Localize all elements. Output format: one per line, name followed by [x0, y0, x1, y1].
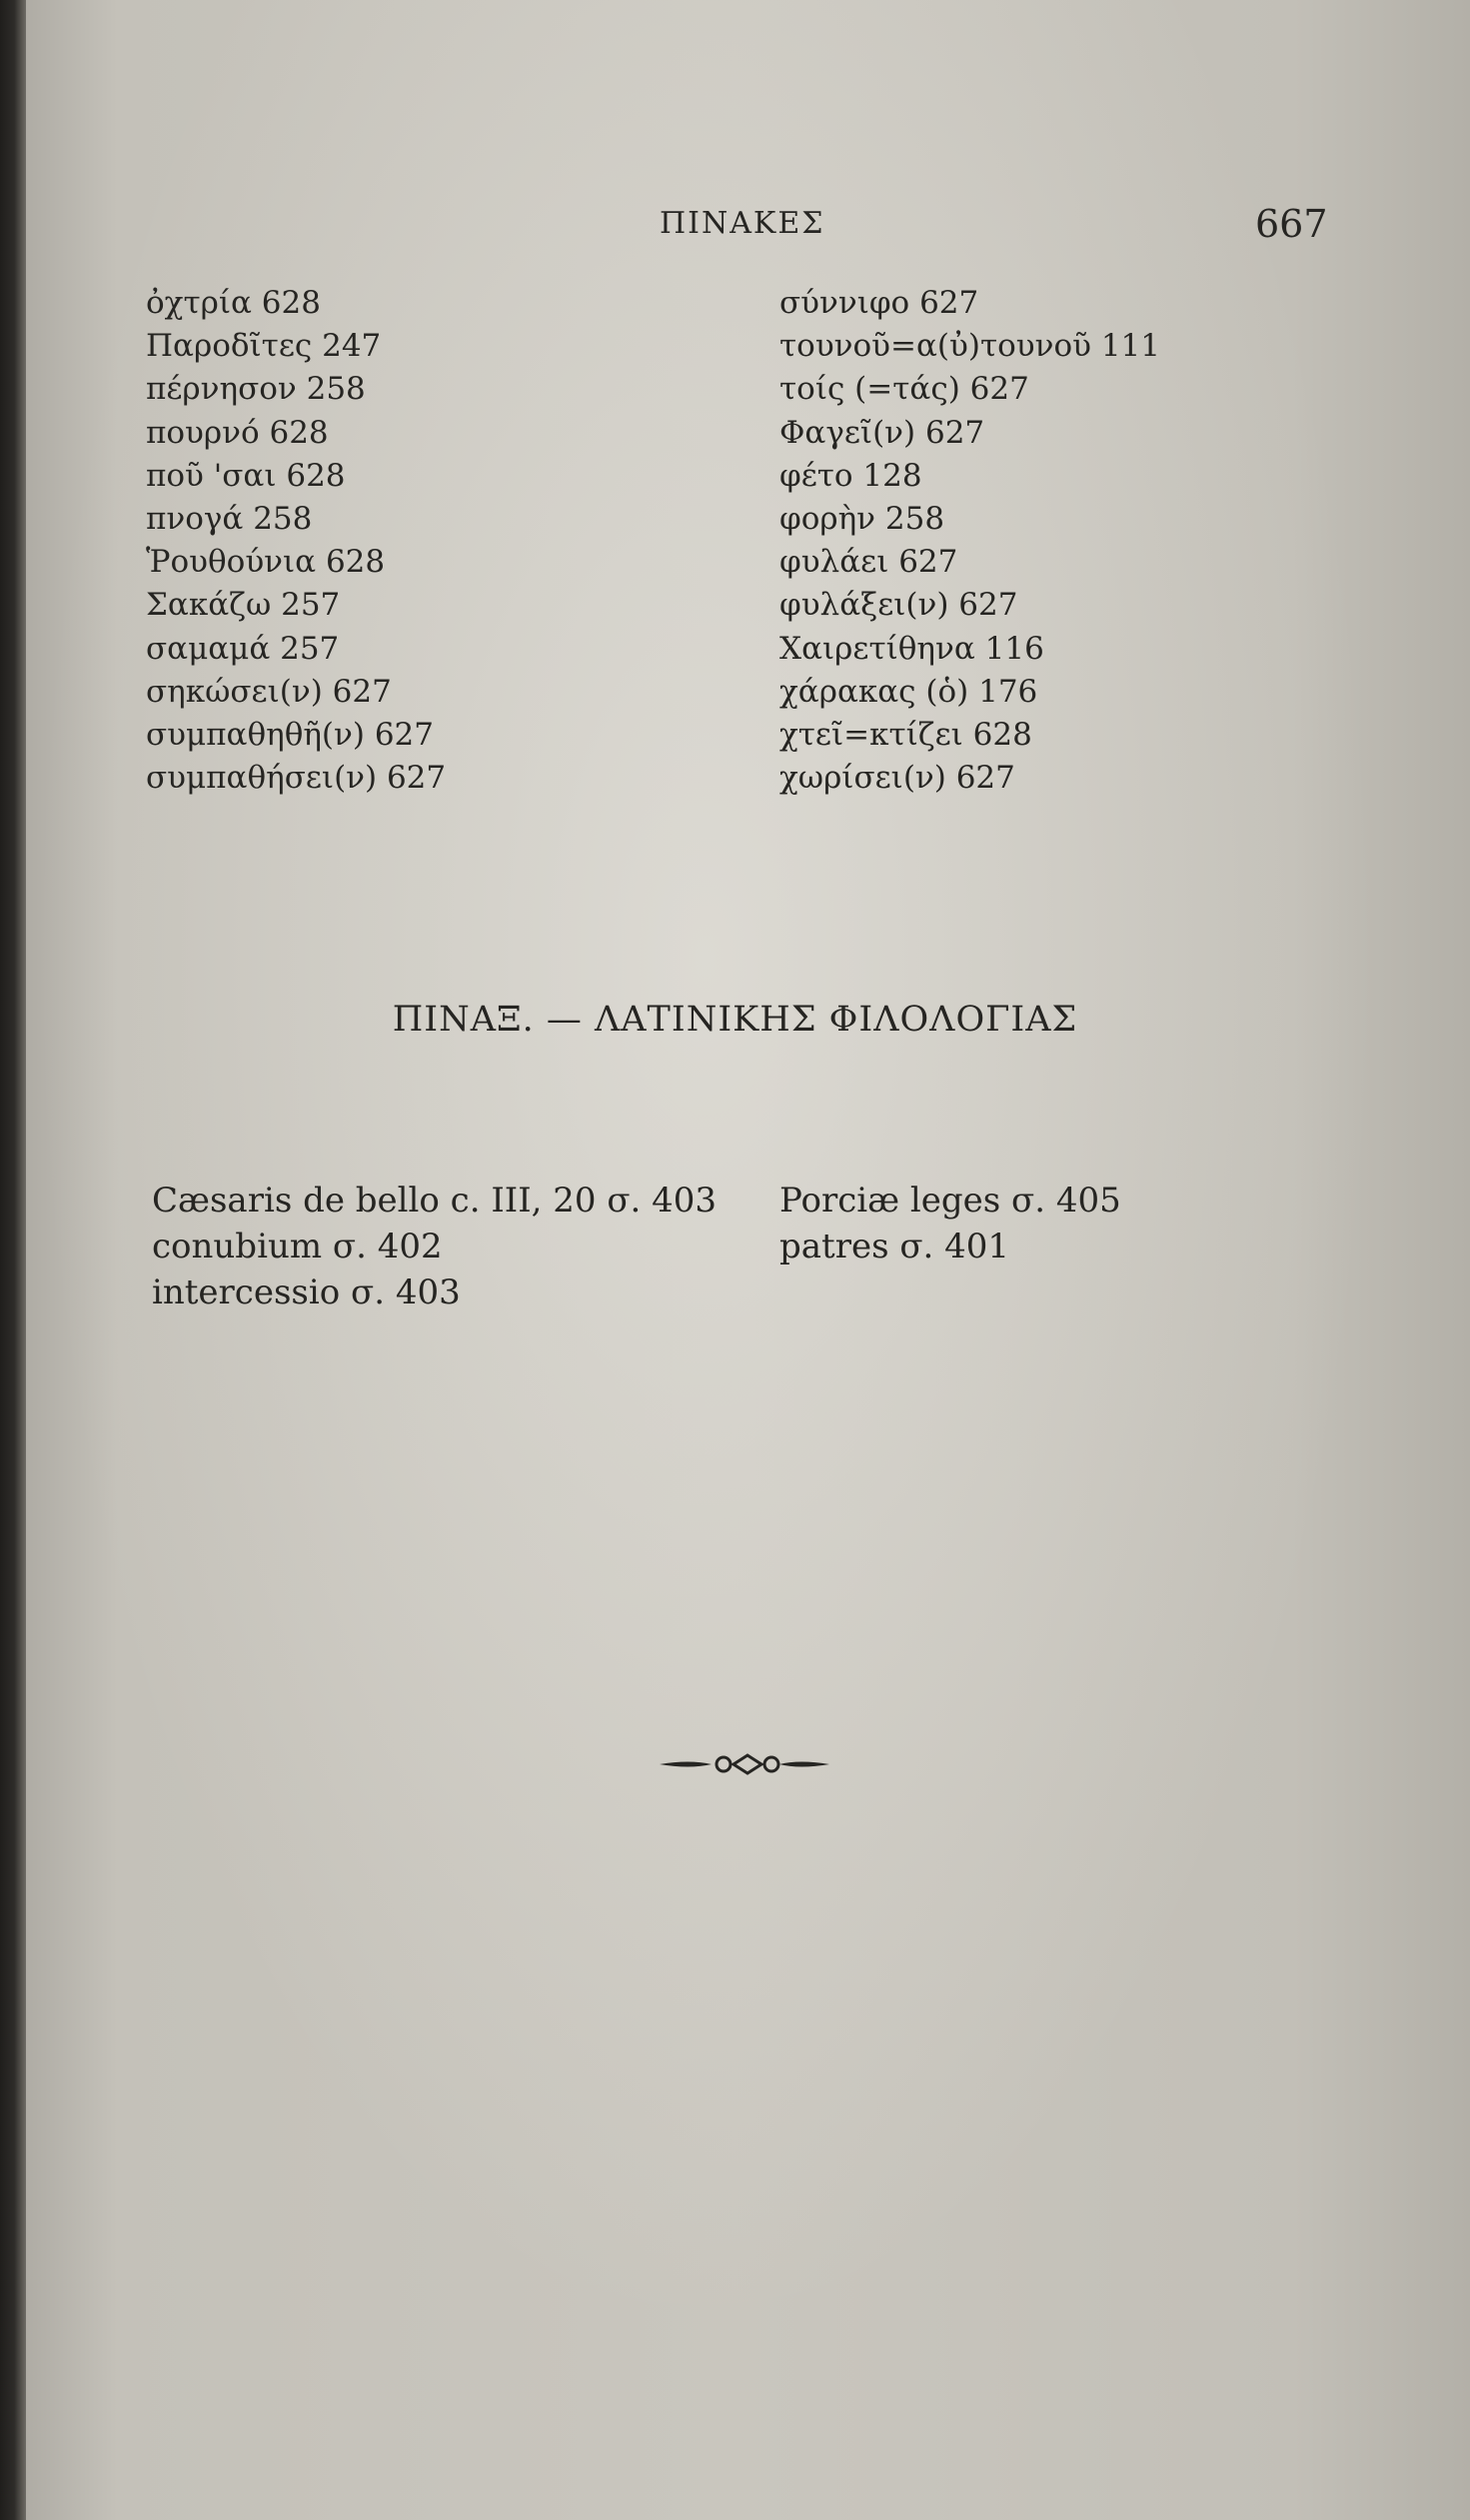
latin-index-entry: conubium σ. 402: [152, 1227, 443, 1266]
index-entry: συμπαθήσει(ν) 627: [146, 760, 447, 797]
index-entry: τοίς (=τάς) 627: [779, 371, 1029, 408]
index-entry: Σακάζω 257: [146, 587, 341, 624]
latin-index-entry: patres σ. 401: [779, 1227, 1010, 1266]
index-entry: Χαιρετίθηνα 116: [779, 630, 1044, 667]
index-entry: χωρίσει(ν) 627: [779, 760, 1015, 797]
greek-index-right-column: [779, 282, 1160, 800]
index-entry: φυλάει 627: [779, 544, 958, 581]
running-head: ΠΙΝΑΚΕΣ: [660, 206, 825, 241]
index-entry: ποῦ 'σαι 628: [146, 457, 346, 494]
index-entry: πουρνό 628: [146, 414, 329, 451]
index-entry: πνογά 258: [146, 501, 313, 538]
page-number: 667: [1255, 202, 1328, 246]
greek-index-left-column: [146, 282, 446, 800]
decorative-rule-icon: [600, 1749, 889, 1779]
index-entry: ὀχτρία 628: [146, 285, 321, 321]
index-entry: φορὴν 258: [779, 501, 945, 538]
index-entry: Φαγεῖ(ν) 627: [779, 414, 985, 451]
latin-index-right-column: [779, 1178, 1121, 1269]
latin-index-entry: Cæsaris de bello c. III, 20 σ. 403: [152, 1181, 718, 1221]
latin-index-heading: ΠΙΝΑΞ. — ΛΑΤΙΝΙΚΗΣ ΦΙΛΟΛΟΓΙΑΣ: [392, 1000, 1078, 1040]
index-entry: συμπαθηθῆ(ν) 627: [146, 717, 434, 754]
index-entry: σαμαμά 257: [146, 630, 340, 667]
index-entry: Ῥουθούνια 628: [146, 544, 386, 581]
latin-index-left-column: [152, 1178, 717, 1315]
index-entry: χάρακας (ὁ) 176: [779, 673, 1038, 710]
index-entry: τουνοῦ=α(ὐ)τουνοῦ 111: [779, 328, 1160, 365]
index-entry: χτεῖ=κτίζει 628: [779, 717, 1032, 754]
index-entry: φυλάξει(ν) 627: [779, 587, 1018, 624]
index-entry: σύννιφο 627: [779, 285, 979, 321]
index-entry: πέρνησον 258: [146, 371, 366, 408]
latin-index-entry: Porciæ leges σ. 405: [779, 1181, 1121, 1221]
index-entry: σηκώσει(ν) 627: [146, 673, 392, 710]
index-entry: φέτο 128: [779, 457, 922, 494]
page-binding-edge: [0, 0, 26, 2520]
index-entry: Παροδῖτες 247: [146, 328, 382, 365]
latin-index-entry: intercessio σ. 403: [152, 1272, 461, 1312]
